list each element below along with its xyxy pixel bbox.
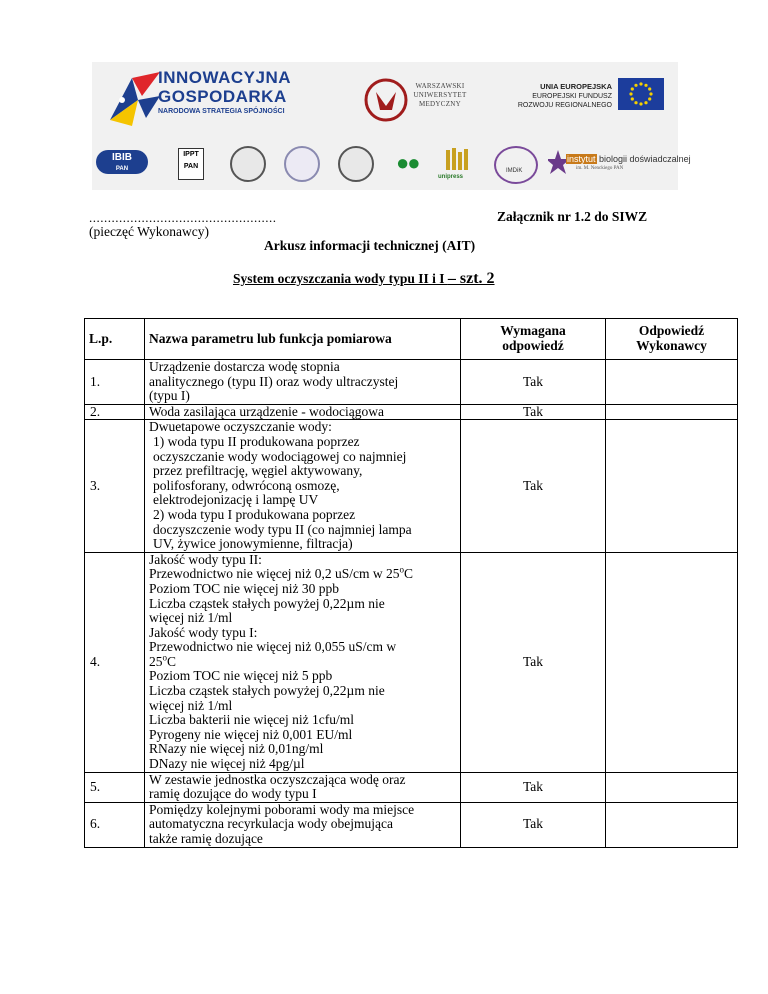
header-required <box>461 319 606 360</box>
header-answer-l1: Odpowiedź <box>638 323 705 339</box>
ue-text <box>502 82 612 110</box>
ibib-logo <box>96 150 148 174</box>
ibd-rest: biologii doświadczalnej <box>599 154 691 164</box>
table-row <box>85 404 738 420</box>
description-line: doczyszczenie wody typu II (co najmniej lampa <box>153 521 412 537</box>
description-line: oczyszczanie wody wodociągowej co najmniej <box>153 448 407 464</box>
system-title-text: System oczyszczania wody typu II i I <box>233 271 445 286</box>
header-required-l1: Wymagana <box>500 323 566 339</box>
row-required: Tak <box>461 404 606 420</box>
row-description <box>145 420 461 552</box>
wum-line3: MEDYCZNY <box>418 100 462 108</box>
description-line: UV, żywice jonowymienne, filtracja) <box>153 536 353 552</box>
description-line: Jakość wody typu I: <box>149 624 258 640</box>
description-line: Liczba bakterii nie więcej niż 1cfu/ml <box>149 712 355 728</box>
row-description <box>145 552 461 772</box>
description-line: Dwuetapowe oczyszczanie wody: <box>149 419 332 435</box>
annex-label: Załącznik nr 1.2 do SIWZ <box>497 209 648 224</box>
stamp-dotted-line: .................................................. <box>89 210 277 225</box>
answer-cell[interactable] <box>606 404 738 420</box>
university-seal-icon <box>230 146 266 182</box>
row-required: Tak <box>461 552 606 772</box>
description-line: 1) woda typu II produkowana poprzez <box>153 433 360 449</box>
innowacyjna-line1: INNOWACYJNA <box>158 68 292 87</box>
row-description <box>145 360 461 405</box>
ibib-sub: PAN <box>115 166 129 172</box>
ue-line1: UNIA EUROPEJSKA <box>540 82 612 91</box>
description-line <box>149 564 456 582</box>
row-required: Tak <box>461 360 606 405</box>
bb-logo-icon: ●● <box>396 150 419 175</box>
description-line: także ramię dozujące <box>149 831 263 846</box>
description-line: Woda zasilająca urządzenie - wodociągowa <box>149 403 385 419</box>
academy-seal-icon <box>338 146 374 182</box>
row-number: 3. <box>85 420 145 552</box>
description-line: Pomiędzy kolejnymi poborami wody ma miejsce <box>149 801 415 817</box>
imdik-text: IMDiK <box>506 168 523 174</box>
description-line: polifosforany, odwróconą osmozę, <box>153 477 340 493</box>
innowacyjna-line2: GOSPODARKA <box>158 87 287 106</box>
description-line: RNazy nie więcej niż 0,01ng/ml <box>149 741 324 757</box>
imdik-logo <box>494 146 538 184</box>
sheet-title: Arkusz informacji technicznej (AIT) <box>264 238 476 253</box>
description-line: Liczba cząstek stałych powyżej 0,22µm nie <box>149 595 385 611</box>
table-row <box>85 772 738 802</box>
description-line: elektrodejonizację i lampę UV <box>153 492 319 508</box>
row-number: 4. <box>85 552 145 772</box>
table-row <box>85 360 738 405</box>
description-line: przez prefiltrację, węgiel aktywowany, <box>153 463 363 479</box>
description-line: analitycznego (typu II) oraz wody ultraczystej <box>149 373 399 389</box>
table-header-row <box>85 319 738 360</box>
answer-cell[interactable] <box>606 772 738 802</box>
table-row <box>85 802 738 847</box>
answer-cell[interactable] <box>606 802 738 847</box>
temp-unit: C <box>167 653 177 669</box>
description-line: automatyczna recyrkulacja wody obejmująca <box>149 816 394 832</box>
degree-sup: o <box>399 564 404 575</box>
description-text: 25 <box>149 653 163 669</box>
header-answer-l2: Wykonawcy <box>636 338 707 353</box>
network-globe-icon <box>284 146 320 182</box>
partner-logos <box>92 144 691 184</box>
row-description <box>145 404 461 420</box>
ippt-line2: PAN <box>183 163 199 170</box>
row-number: 1. <box>85 360 145 405</box>
wum-line2: UNIWERSYTET <box>413 91 467 99</box>
temp-unit: C <box>403 566 413 582</box>
system-title <box>233 270 495 288</box>
header-param: Nazwa parametru lub funkcja pomiarowa <box>145 319 461 360</box>
description-line: (typu I) <box>149 388 190 404</box>
description-line: Jakość wody typu II: <box>149 551 262 567</box>
description-line: Urządzenie dostarcza wodę stopnia <box>149 359 340 374</box>
row-number: 2. <box>85 404 145 420</box>
description-line: Przewodnictwo nie więcej niż 0,055 uS/cm w <box>149 639 397 655</box>
description-line: więcej niż 1/ml <box>149 697 233 713</box>
header-answer <box>606 319 738 360</box>
header-required-l2: odpowiedź <box>502 338 564 353</box>
unipress-icon <box>444 146 470 176</box>
description-line: Pyrogeny nie więcej niż 0,001 EU/ml <box>149 726 353 742</box>
row-description <box>145 802 461 847</box>
description-line: W zestawie jednostka oczyszczająca wodę oraz <box>149 771 406 787</box>
row-required: Tak <box>461 420 606 552</box>
answer-cell[interactable] <box>606 552 738 772</box>
logo-banner <box>92 62 691 190</box>
row-number: 6. <box>85 802 145 847</box>
answer-cell[interactable] <box>606 360 738 405</box>
answer-cell[interactable] <box>606 420 738 552</box>
description-line: Poziom TOC nie więcej niż 5 ppb <box>149 668 333 684</box>
row-number: 5. <box>85 772 145 802</box>
ue-line3: ROZWOJU REGIONALNEGO <box>517 102 612 109</box>
ibd-subtitle: im. M. Nenckiego PAN <box>576 166 624 171</box>
table-row <box>85 552 738 772</box>
row-description <box>145 772 461 802</box>
description-line: Liczba cząstek stałych powyżej 0,22µm nie <box>149 683 385 699</box>
unipress-text: unipress <box>438 174 464 180</box>
ue-line2: EUROPEJSKI FUNDUSZ <box>532 93 612 100</box>
stamp-label: (pieczęć Wykonawcy) <box>89 224 209 239</box>
ippt-logo <box>178 148 204 180</box>
degree-sup: o <box>162 652 167 663</box>
ibib-text: IBIB <box>112 152 132 163</box>
ibd-text <box>566 154 691 164</box>
description-text: Przewodnictwo nie więcej niż 0,2 uS/cm w 25 <box>149 566 400 582</box>
description-line: więcej niż 1/ml <box>149 610 233 626</box>
eu-flag-icon <box>618 78 664 110</box>
row-required: Tak <box>461 802 606 847</box>
header-lp: L.p. <box>85 319 145 360</box>
ippt-line1: IPPT <box>183 151 199 158</box>
wum-line1: WARSZAWSKI <box>415 82 465 90</box>
system-quantity: – szt. 2 <box>447 270 495 287</box>
table-row <box>85 420 738 552</box>
ait-table <box>84 318 738 848</box>
description-line: 2) woda typu I produkowana poprzez <box>153 506 356 522</box>
description-line: ramię dozujące do wody typu I <box>149 786 317 802</box>
description-line: Poziom TOC nie więcej niż 30 ppb <box>149 580 339 596</box>
ibd-highlight: instytut <box>567 154 596 164</box>
description-line <box>149 652 456 670</box>
innowacyjna-subtitle: NARODOWA STRATEGIA SPÓJNOŚCI <box>158 108 285 115</box>
description-line: DNazy nie więcej niż 4pg/µl <box>149 756 305 772</box>
row-required: Tak <box>461 772 606 802</box>
